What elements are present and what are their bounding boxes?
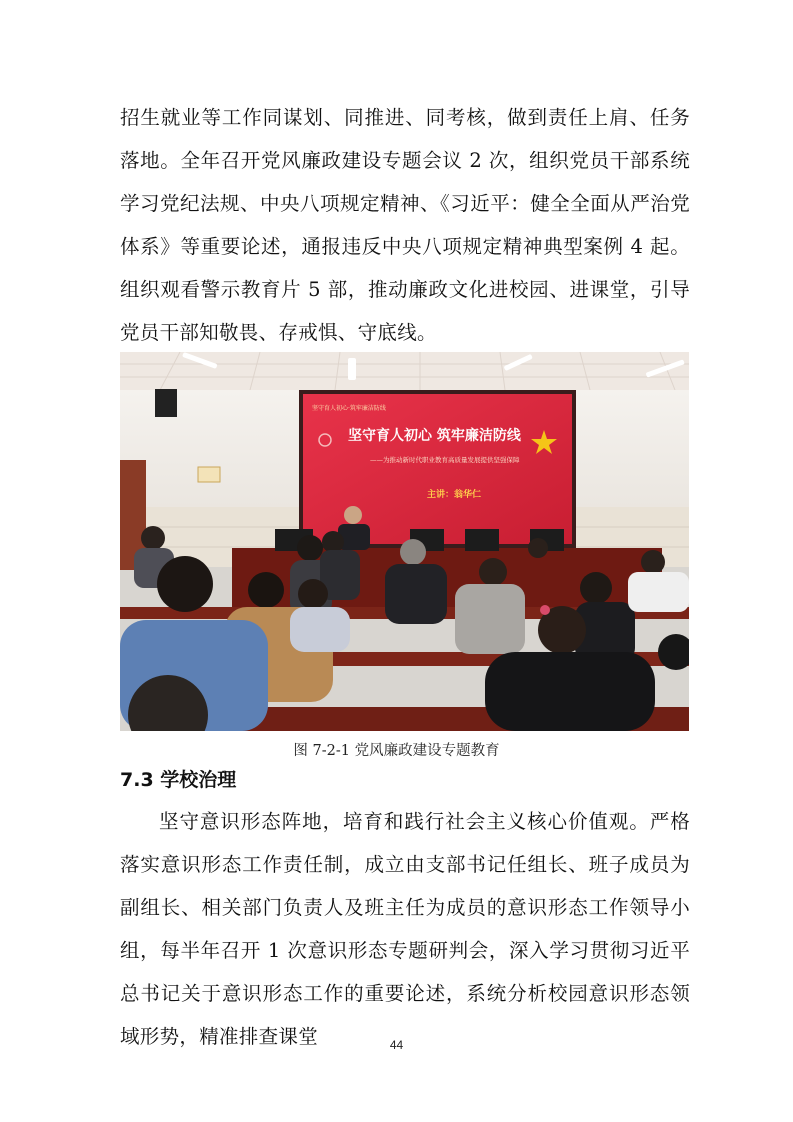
projection-screen	[303, 394, 572, 544]
body-paragraph-1: 招生就业等工作同谋划、同推进、同考核，做到责任上肩、任务落地。全年召开党风廉政建设专题会议 2 次，组织党员干部系统学习党纪法规、中央八项规定精神、《习近平：健全全面从严治党体系》等重要论述，通报违反中央八项规定精神典型案例 4 起。组织观看警示教育片 5 部，推动廉政文化进校园、进课堂，引导党员干部知敬畏、存戒惧、守底线。	[120, 106, 690, 344]
ceiling-light	[348, 358, 356, 380]
screen-title: 坚守育人初心 筑牢廉洁防线	[348, 428, 521, 444]
screen-speaker: 主讲：翁华仁	[427, 490, 482, 500]
section-heading: 7.3 学校治理	[120, 769, 237, 791]
meeting-photo	[120, 352, 689, 731]
screen-banner: 坚守育人初心·筑牢廉洁防线	[312, 405, 386, 412]
podium-monitor	[465, 529, 499, 551]
wall-sign	[198, 467, 220, 482]
ceiling	[120, 352, 689, 390]
lecturer-head	[344, 506, 362, 524]
wall-speaker	[155, 389, 177, 417]
screen-subtitle: ——为推动新时代职业教育高质量发展提供坚强保障	[370, 456, 520, 464]
body-paragraph-2: 坚守意识形态阵地，培育和践行社会主义核心价值观。严格落实意识形态工作责任制，成立由支部书记任组长、班子成员为副组长、相关部门负责人及班主任为成员的意识形态工作领导小组，每半年召开 1 次意识形态专题研判会，深入学习贯彻习近平总书记关于意识形态工作的重要论述，系统分析校园意识形态领域形势，精准排查课堂	[120, 810, 690, 1048]
page-number: 44	[389, 1038, 404, 1052]
figure-caption: 图 7-2-1 党风廉政建设专题教育	[293, 743, 500, 759]
